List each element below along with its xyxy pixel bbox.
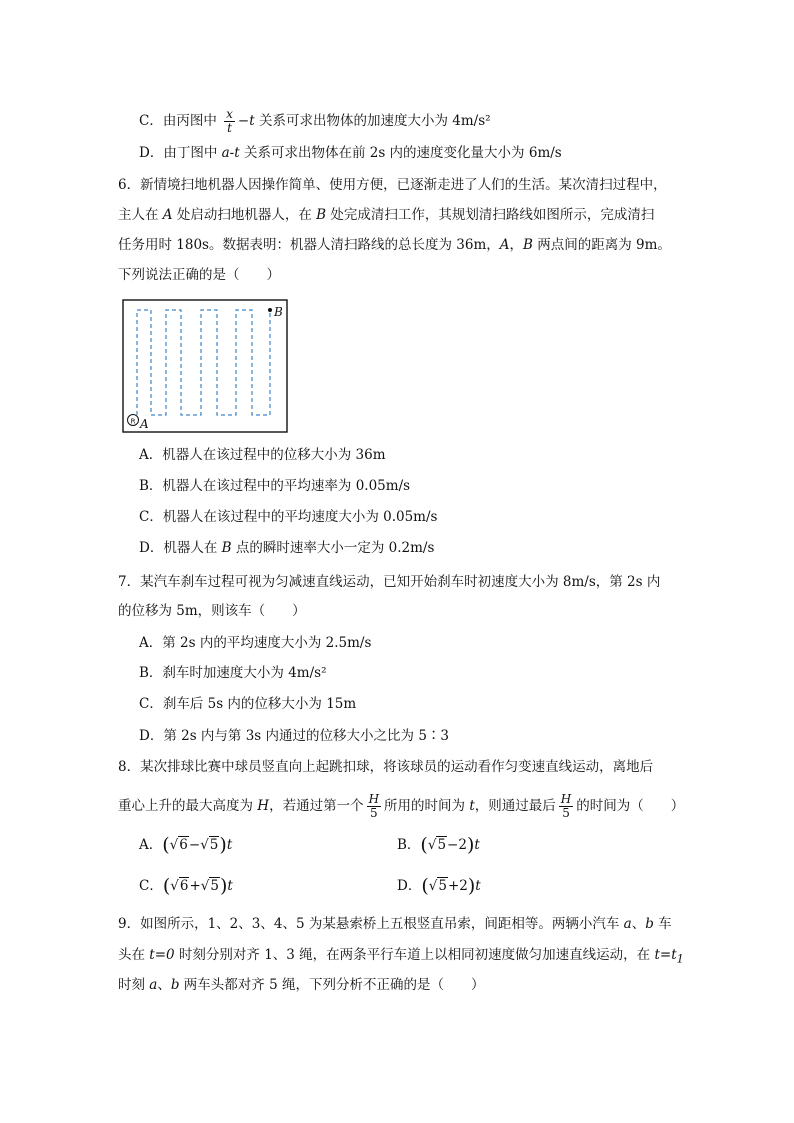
q7-option-b: B．刹车时加速度大小为 4m/s² [139, 665, 327, 681]
q8-option-b: B．(√5−2)t [397, 834, 480, 856]
cleaning-route-figure [122, 299, 288, 434]
q6-option-d: D．机器人在 B 点的瞬时速率大小一定为 0.2m/s [139, 540, 435, 556]
q6-stem-line-1: 6．新情境扫地机器人因操作简单、使用方便，已逐渐走进了人们的生活。某次清扫过程中， [118, 177, 667, 193]
q8-option-a: A．(√6−√5)t [139, 834, 233, 856]
fraction-h-over-5: $\frac{H}{5}$ [368, 792, 380, 820]
q7-option-a: A．第 2s 内的平均速度大小为 2.5m/s [139, 635, 372, 651]
room-border [123, 300, 287, 432]
robot-icon-glyph: R [130, 417, 136, 426]
label-a: A [140, 417, 149, 431]
q5-option-c: C．由丙图中 $\frac{x}{t}$ −t 关系可求出物体的加速度大小为 4m/s² [139, 107, 491, 135]
q5-option-d: D．由丁图中 a-t 关系可求出物体在前 2s 内的速度变化量大小为 6m/s [139, 145, 562, 161]
q8-stem-line-2: 重心上升的最大高度为 H，若通过第一个 $\frac{H}{5}$ 所用的时间为 t，则通过最后 $\frac{H}{5}$ 的时间为（ ） [118, 792, 685, 820]
q7-stem-line-1: 7．某汽车刹车过程可视为匀减速直线运动，已知开始刹车时初速度大小为 8m/s，第 2s 内 [118, 574, 661, 590]
q8-option-d: D．(√5+2)t [397, 875, 481, 897]
q6-option-b: B．机器人在该过程中的平均速率为 0.05m/s [139, 478, 411, 494]
fraction-h-over-5-last: $\frac{H}{5}$ [560, 792, 572, 820]
q6-stem-line-3: 任务用时 180s。数据表明：机器人清扫路线的总长度为 36m，A，B 两点间的距离为 9m。 [118, 237, 671, 253]
q6-option-a: A．机器人在该过程中的位移大小为 36m [139, 447, 386, 463]
q7-option-d: D．第 2s 内与第 3s 内通过的位移大小之比为 5∶3 [139, 728, 449, 744]
q8-option-c: C．(√6+√5)t [139, 875, 233, 897]
cleaning-path [137, 310, 270, 415]
point-b-marker [268, 308, 272, 312]
q7-option-c: C．刹车后 5s 内的位移大小为 15m [139, 696, 357, 712]
q9-stem-line-3: 时刻 a、b 两车头都对齐 5 绳，下列分析不正确的是（ ） [118, 977, 485, 993]
label-b: B [274, 305, 283, 319]
q7-stem-line-2: 的位移为 5m，则该车（ ） [118, 603, 306, 619]
fraction-x-over-t: $\frac{x}{t}$ [226, 107, 233, 135]
q6-option-c: C．机器人在该过程中的平均速度大小为 0.05m/s [139, 509, 438, 525]
q8-stem-line-1: 8．某次排球比赛中球员竖直向上起跳扣球，将该球员的运动看作匀变速直线运动，离地后 [118, 759, 654, 775]
q6-stem-line-2: 主人在 A 处启动扫地机器人，在 B 处完成清扫工作，其规划清扫路线如图所示，完成清扫 [118, 207, 655, 223]
q9-stem-line-2: 头在 t=0 时刻分别对齐 1、3 绳，在两条平行车道上以相同初速度做匀加速直线运动，在 $t=t_1$ [118, 947, 684, 966]
q9-stem-line-1: 9．如图所示，1、2、3、4、5 为某悬索桥上五根竖直吊索，间距相等。两辆小汽车 a、b 车 [118, 916, 672, 932]
q6-stem-line-4: 下列说法正确的是（ ） [118, 267, 280, 283]
